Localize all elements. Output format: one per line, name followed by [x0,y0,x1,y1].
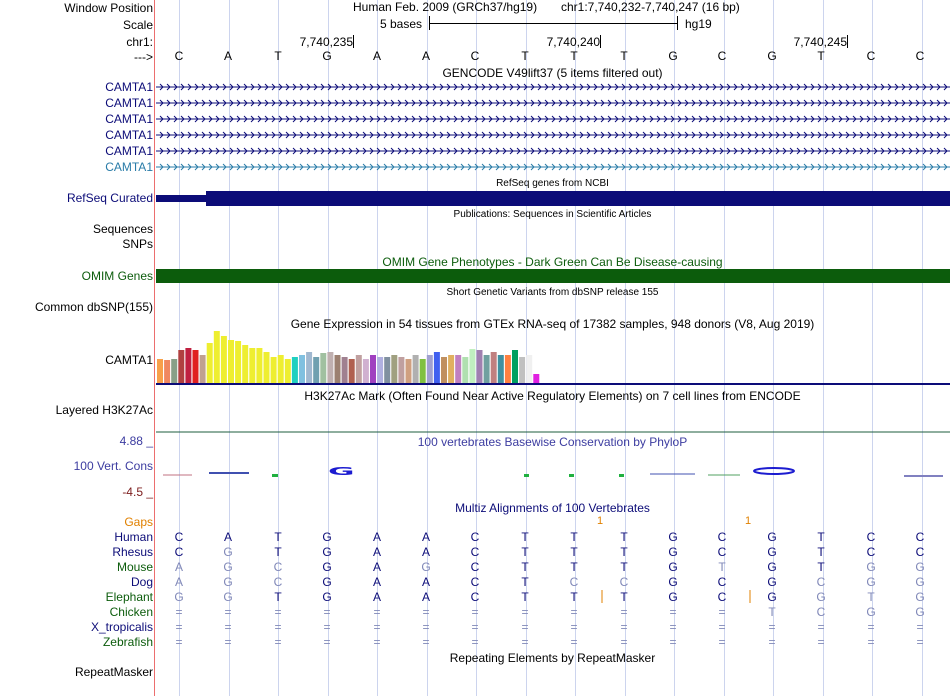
alignment-base: = [817,635,825,649]
omim-track-title[interactable]: OMIM Gene Phenotypes - Dark Green Can Be Disease-causing [382,255,723,269]
alignment-base: = [175,635,183,649]
phylop-min-label: -4.5 _ [122,485,153,499]
alignment-base: C [174,545,184,559]
camta1-label-5[interactable]: CAMTA1 [105,144,153,158]
camta1-label-2[interactable]: CAMTA1 [105,96,153,110]
alignment-base: = [570,605,578,619]
alignment-base: A [372,530,381,544]
alignment-base: = [422,620,430,634]
gtex-tissue-bar [235,341,241,383]
gtex-tissue-bar [427,355,433,383]
base-letter: T [620,49,628,63]
gtex-tissue-bar [406,359,412,383]
alignment-base: = [521,605,529,619]
gtex-tissue-bar [313,357,319,383]
alignment-base: G [668,545,678,559]
alignment-base: G [816,590,826,604]
coord-label-3: 7,740,245 [793,35,847,49]
alignment-base: G [866,560,876,574]
gtex-tissue-bar [264,352,270,383]
base-letter: T [521,49,529,63]
alignment-base: C [816,575,826,589]
alignment-base: C [569,575,579,589]
gtex-tissue-bar [193,350,199,383]
alignment-base: T [620,590,628,604]
alignment-base: C [915,545,925,559]
alignment-base: = [669,635,677,649]
alignment-base: = [422,635,430,649]
gtex-tissue-bar [398,357,404,383]
alignment-base: T [817,530,825,544]
repeatmasker-track-title[interactable]: Repeating Elements by RepeatMasker [449,651,656,665]
base-letter: C [866,49,876,63]
gtex-tissue-bar [391,355,397,383]
alignment-base: G [767,575,777,589]
gtex-tissue-bar [285,359,291,383]
species-label: Mouse [116,560,153,574]
refseq-curated-label[interactable]: RefSeq Curated [66,191,153,205]
gtex-tissue-bar [185,348,191,383]
alignment-base: A [421,530,430,544]
alignment-base: T [274,590,282,604]
refseq-track-title[interactable]: RefSeq genes from NCBI [496,178,609,189]
phylop-track-title[interactable]: 100 vertebrates Basewise Conservation by PhyloP [417,435,688,449]
phylop-plot [163,465,943,478]
base-letter: T [570,49,578,63]
alignment-base: G [174,590,184,604]
gap-count-1: 1 [597,515,604,527]
alignment-base: G [915,590,925,604]
alignment-base: = [718,635,726,649]
alignment-base: = [373,620,381,634]
gtex-tissue-bar [327,352,333,383]
refseq-exon-block [206,191,950,206]
gtex-tissue-bar [249,348,255,383]
gap-count-2: 1 [745,515,752,527]
strand-arrow-label: ---> [134,50,153,64]
gtex-tissue-bar [228,340,234,383]
alignment-base: G [223,590,233,604]
alignment-base: G [915,575,925,589]
alignment-base: = [620,620,628,634]
gtex-tissue-bar [164,360,170,383]
alignment-base: G [866,605,876,619]
alignment-base: C [470,560,480,574]
coord-label-1: 7,740,235 [299,35,353,49]
base-letter: T [817,49,825,63]
dbsnp-track-title[interactable]: Short Genetic Variants from dbSNP release 155 [446,287,659,298]
alignment-base: G [322,575,332,589]
alignment-base: T [274,545,282,559]
vert-cons-label[interactable]: 100 Vert. Cons [73,459,153,473]
sequences-label[interactable]: Sequences [92,222,153,236]
alignment-base: = [768,620,776,634]
alignment-base: = [175,620,183,634]
alignment-base: = [570,635,578,649]
alignment-base: C [717,590,727,604]
gtex-tissue-bar [519,357,525,383]
alignment-base: A [421,575,430,589]
species-label: X_tropicalis [90,620,153,634]
assembly-name: Human Feb. 2009 (GRCh37/hg19) [353,0,538,14]
alignment-base: = [224,620,232,634]
common-dbsnp-label[interactable]: Common dbSNP(155) [34,300,153,314]
alignment-base: C [866,545,876,559]
gtex-tissue-bar [292,357,298,383]
alignment-base: T [768,605,776,619]
gtex-tissue-bar [221,336,227,383]
gtex-tissue-bar [278,355,284,383]
gtex-tissue-bar [441,357,447,383]
alignment-base: T [570,560,578,574]
gtex-tissue-bar [477,350,483,383]
gtex-tissue-bar [434,352,440,383]
gtex-tissue-bar [491,352,497,383]
gtex-tissue-bar [370,355,376,383]
chr-label: chr1: [126,35,153,49]
alignment-base: G [668,590,678,604]
window-position-label: Window Position [64,1,153,15]
gtex-tissue-bar [214,331,220,383]
alignment-base: = [323,620,331,634]
gtex-tissue-bar [256,348,262,383]
base-letter: C [470,49,480,63]
refseq-utr-block [156,195,206,202]
svg-text:G: G [328,465,355,478]
gtex-tissue-bar [363,359,369,383]
alignment-base: T [570,530,578,544]
camta1-label-6[interactable]: CAMTA1 [105,160,153,174]
alignment-base: T [817,545,825,559]
camta1-label-3[interactable]: CAMTA1 [105,112,153,126]
gtex-tissue-bar [498,355,504,383]
alignment-base: T [817,560,825,574]
gtex-tissue-bar [469,349,475,383]
alignment-base: C [717,545,727,559]
scale-label: Scale [122,18,153,32]
alignment-base: = [373,635,381,649]
alignment-base: C [273,575,283,589]
camta1-label-1[interactable]: CAMTA1 [105,80,153,94]
scale-bar-text: 5 bases [380,17,423,31]
alignment-base: G [767,545,777,559]
alignment-base: = [570,620,578,634]
alignment-base: G [767,530,777,544]
alignment-base: G [322,545,332,559]
gtex-track-title[interactable]: Gene Expression in 54 tissues from GTEx RNA-seq of 17382 samples, 948 donors (V8, Aug 2019) [290,317,815,331]
species-label: Rhesus [112,545,153,559]
gtex-tissue-bar [420,359,426,383]
gtex-tissue-bar [377,357,383,383]
species-label: Dog [130,575,153,589]
alignment-base: = [521,620,529,634]
alignment-base: = [669,620,677,634]
gtex-tissue-bar [505,355,511,383]
gtex-tissue-bar [384,357,390,383]
base-letter: A [421,49,430,63]
base-letter: T [274,49,282,63]
alignment-base: T [521,560,529,574]
alignment-base: G [322,530,332,544]
gtex-tissue-bar [533,374,539,383]
gtex-tissue-bar [356,355,362,383]
alignment-base: = [620,635,628,649]
alignment-base: C [470,545,480,559]
gtex-tissue-bar [200,355,206,383]
gtex-gene-label[interactable]: CAMTA1 [105,353,153,367]
alignment-base: = [669,605,677,619]
gtex-tissue-bar [462,357,468,383]
alignment-base: G [668,560,678,574]
alignment-base: C [470,530,480,544]
base-letter: A [223,49,232,63]
alignment-base: = [422,605,430,619]
alignment-base: = [817,620,825,634]
gtex-tissue-bar [335,355,341,383]
alignment-base: = [916,620,924,634]
alignment-base: = [224,605,232,619]
alignment-base: C [717,530,727,544]
alignment-base: A [372,575,381,589]
species-label: Zebrafish [102,635,153,649]
alignment-base: = [471,605,479,619]
gtex-tissue-bar [448,355,454,383]
coord-label-2: 7,740,240 [546,35,600,49]
camta1-label-4[interactable]: CAMTA1 [105,128,153,142]
alignment-base: T [521,590,529,604]
alignment-base: = [323,635,331,649]
alignment-base: G [322,590,332,604]
base-letter: C [915,49,925,63]
gtex-tissue-bar [271,357,277,383]
alignment-base: T [570,590,578,604]
alignment-base: G [322,560,332,574]
gtex-tissue-bar [413,355,419,383]
gtex-tissue-bar [512,350,518,383]
alignment-base: T [718,560,726,574]
alignment-base: G [223,545,233,559]
alignment-base: = [867,635,875,649]
alignment-base: T [521,530,529,544]
phylop-max-label: 4.88 _ [119,434,153,448]
alignment-base: C [866,530,876,544]
alignment-base: T [620,545,628,559]
gtex-tissue-bar [171,359,177,383]
gtex-tissue-bar [526,355,532,383]
alignment-base: = [274,635,282,649]
window-position-range: chr1:7,740,232-7,740,247 (16 bp) [561,0,740,14]
alignment-base: C [470,590,480,604]
alignment-base: G [915,560,925,574]
alignment-base: C [174,530,184,544]
alignment-base: A [421,545,430,559]
alignment-base: G [668,575,678,589]
species-label: Human [114,530,153,544]
alignment-base: G [767,590,777,604]
base-letter: C [717,49,727,63]
base-letter: G [668,49,678,63]
gtex-tissue-bar [178,350,184,383]
alignment-base: = [521,635,529,649]
alignment-base: = [718,605,726,619]
alignment-base: A [223,530,232,544]
alignment-base: T [620,530,628,544]
gencode-track-title[interactable]: GENCODE V49lift37 (5 items filtered out) [442,66,663,80]
repeatmasker-label[interactable]: RepeatMasker [74,665,153,679]
omim-genes-label[interactable]: OMIM Genes [81,269,153,283]
alignment-base: C [273,560,283,574]
alignment-base: C [915,530,925,544]
layered-h3k27ac-label[interactable]: Layered H3K27Ac [55,403,153,417]
alignment-base: C [470,575,480,589]
h3k27ac-track-title[interactable]: H3K27Ac Mark (Often Found Near Active Regulatory Elements) on 7 cell lines from ENCODE [304,389,801,403]
gtex-tissue-bar [157,359,163,383]
alignment-base: = [224,635,232,649]
alignment-base: C [816,605,826,619]
base-letter: G [767,49,777,63]
alignment-base: = [373,605,381,619]
alignment-base: C [717,575,727,589]
alignment-base: A [421,590,430,604]
gtex-tissue-bar [455,355,461,383]
base-letter: C [174,49,184,63]
alignment-base: T [521,545,529,559]
alignment-base: G [223,560,233,574]
alignment-base: G [915,605,925,619]
gtex-tissue-bar [306,352,312,383]
alignment-base: A [372,590,381,604]
alignment-base: A [174,575,183,589]
alignment-base: = [718,620,726,634]
gtex-tissue-bar [320,353,326,383]
multiz-track-title[interactable]: Multiz Alignments of 100 Vertebrates [455,501,650,515]
alignment-base: = [768,635,776,649]
alignment-base: A [174,560,183,574]
alignment-base: T [570,545,578,559]
alignment-base: A [372,560,381,574]
alignment-base: = [867,620,875,634]
alignment-base: = [274,620,282,634]
alignment-base: = [274,605,282,619]
alignment-base: G [668,530,678,544]
omim-gene-block [156,269,950,283]
base-letter: G [322,49,332,63]
base-letter: A [372,49,381,63]
gtex-tissue-bar [342,357,348,383]
gtex-tissue-bar [242,345,248,383]
alignment-base: T [620,560,628,574]
gtex-tissue-bar [349,359,355,383]
alignment-base: = [620,605,628,619]
alignment-base: C [619,575,629,589]
alignment-base: G [223,575,233,589]
alignment-base: G [767,560,777,574]
gaps-label: Gaps [124,515,153,529]
alignment-base: G [866,575,876,589]
species-label: Elephant [105,590,153,604]
alignment-base: = [916,635,924,649]
alignment-base: = [471,635,479,649]
alignment-base: G [421,560,431,574]
alignment-base: T [521,575,529,589]
alignment-base: T [274,530,282,544]
alignment-base: = [175,605,183,619]
alignment-base: = [323,605,331,619]
species-label: Chicken [109,605,153,619]
gtex-tissue-bar [207,343,213,383]
publications-track-title[interactable]: Publications: Sequences in Scientific Articles [453,209,652,220]
alignment-base: = [471,620,479,634]
scale-bar-db: hg19 [685,17,712,31]
alignment-base: T [867,590,875,604]
gtex-tissue-bar [484,355,490,383]
snps-label[interactable]: SNPs [122,237,153,251]
alignment-base: A [372,545,381,559]
gtex-tissue-bar [299,355,305,383]
